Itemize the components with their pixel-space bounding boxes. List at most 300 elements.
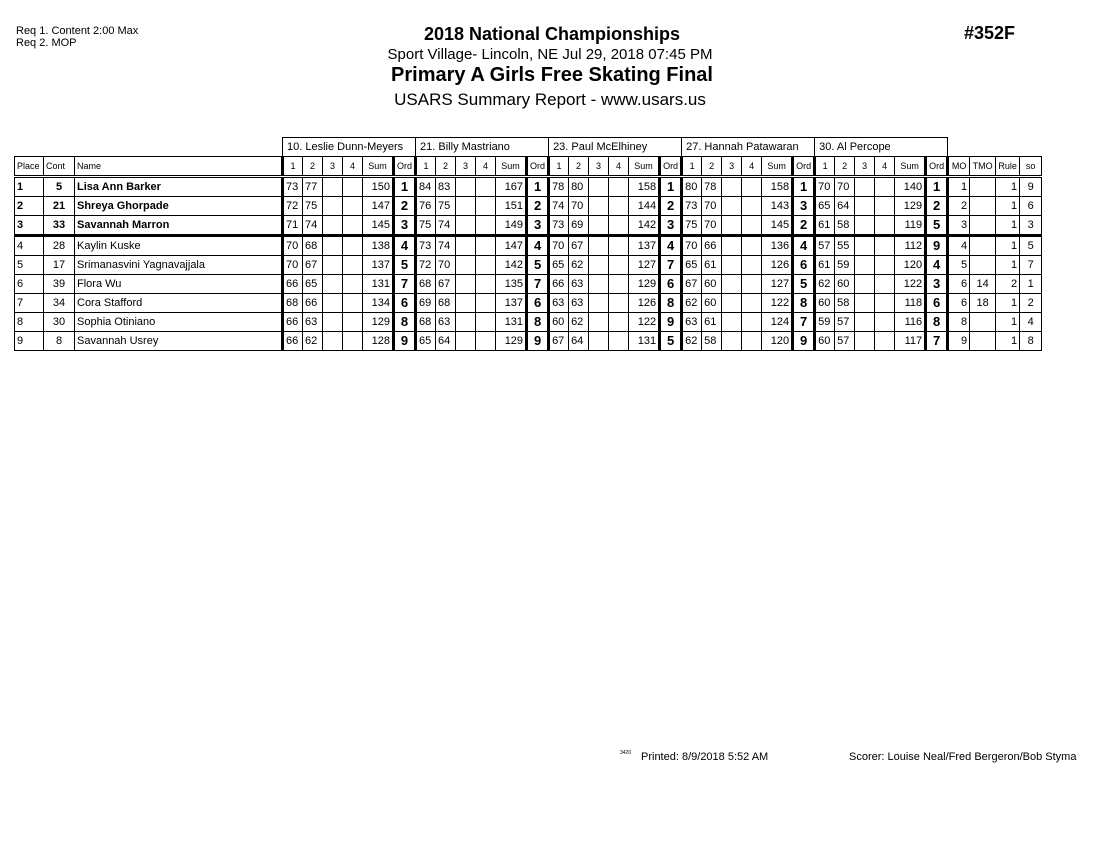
judge-5-score-3 [855,294,875,313]
judge-3-sum: 126 [629,294,660,313]
judge-1-score-3 [323,256,343,275]
tmo-cell [970,177,996,197]
judge-3-sum: 158 [629,177,660,197]
col-judge-2-sum: Sum [496,157,527,177]
judge-3-ordinal: 4 [660,236,682,256]
judge-1-score-4 [343,294,363,313]
skater-name: Lisa Ann Barker [75,177,283,197]
judge-3-sum: 131 [629,332,660,351]
cont-cell: 21 [44,197,75,216]
col-judge-2-4: 4 [476,157,496,177]
mo-cell: 1 [948,177,970,197]
judge-5-score-1: 60 [815,332,835,351]
judge-2-score-2: 68 [436,294,456,313]
judge-2-sum: 151 [496,197,527,216]
judge-2-score-3 [456,256,476,275]
judge-4-score-3 [722,275,742,294]
judge-5-sum: 117 [895,332,926,351]
judge-3-name: 23. Paul McElhiney [549,138,682,157]
judge-4-score-4 [742,313,762,332]
judge-3-score-4 [609,216,629,236]
judge-2-score-4 [476,177,496,197]
judge-4-score-1: 70 [682,236,702,256]
judge-5-score-3 [855,313,875,332]
col-mo: MO [948,157,970,177]
col-judge-2-2: 2 [436,157,456,177]
judge-1-sum: 150 [363,177,394,197]
judge-5-score-1: 70 [815,177,835,197]
judge-2-score-3 [456,275,476,294]
judge-4-score-1: 62 [682,332,702,351]
judge-4-score-1: 62 [682,294,702,313]
judge-5-sum: 118 [895,294,926,313]
judge-2-score-4 [476,332,496,351]
cont-cell: 30 [44,313,75,332]
col-judge-5-ord: Ord [926,157,948,177]
judge-3-score-2: 63 [569,275,589,294]
rule-cell: 1 [996,294,1020,313]
judge-1-score-4 [343,256,363,275]
judge-5-score-2: 70 [835,177,855,197]
col-judge-1-4: 4 [343,157,363,177]
judge-4-score-4 [742,294,762,313]
so-cell: 9 [1020,177,1042,197]
tmo-cell: 14 [970,275,996,294]
judge-1-sum: 129 [363,313,394,332]
judge-1-ordinal: 4 [394,236,416,256]
judge-3-score-4 [609,197,629,216]
judge-5-score-1: 61 [815,256,835,275]
judge-3-ordinal: 2 [660,197,682,216]
judge-1-score-3 [323,177,343,197]
mo-cell: 6 [948,275,970,294]
judge-5-sum: 116 [895,313,926,332]
cont-cell: 33 [44,216,75,236]
judge-5-score-4 [875,236,895,256]
table-row [15,256,1042,275]
col-cont: Cont [44,157,75,177]
judge-5-score-1: 61 [815,216,835,236]
judge-2-ordinal: 2 [527,197,549,216]
judge-4-ordinal: 6 [793,256,815,275]
judge-2-sum: 129 [496,332,527,351]
judge-5-score-4 [875,332,895,351]
place-cell: 4 [15,236,44,256]
judge-1-score-2: 63 [303,313,323,332]
so-cell: 4 [1020,313,1042,332]
judge-2-score-2: 67 [436,275,456,294]
judge-5-score-2: 59 [835,256,855,275]
judge-5-score-2: 57 [835,313,855,332]
judge-2-score-4 [476,216,496,236]
judge-3-score-4 [609,275,629,294]
judge-3-ordinal: 7 [660,256,682,275]
judge-3-score-4 [609,177,629,197]
judge-2-score-3 [456,197,476,216]
judge-3-ordinal: 1 [660,177,682,197]
judge-3-score-4 [609,313,629,332]
judge-3-score-3 [589,332,609,351]
judge-4-ordinal: 2 [793,216,815,236]
tmo-cell [970,197,996,216]
judge-1-score-1: 66 [283,332,303,351]
judge-1-score-1: 71 [283,216,303,236]
judge-1-sum: 147 [363,197,394,216]
judge-4-score-1: 65 [682,256,702,275]
judge-4-ordinal: 4 [793,236,815,256]
col-judge-5-2: 2 [835,157,855,177]
tmo-cell [970,236,996,256]
judge-4-ordinal: 5 [793,275,815,294]
judge-3-score-2: 63 [569,294,589,313]
judge-5-score-2: 55 [835,236,855,256]
judge-5-score-4 [875,197,895,216]
col-tmo: TMO [970,157,996,177]
judge-2-ordinal: 4 [527,236,549,256]
judge-3-sum: 122 [629,313,660,332]
judge-2-score-2: 74 [436,216,456,236]
judge-5-name: 30. Al Percope [815,138,948,157]
judge-4-sum: 122 [762,294,793,313]
judge-4-sum: 124 [762,313,793,332]
so-cell: 6 [1020,197,1042,216]
judge-2-score-1: 84 [416,177,436,197]
judge-1-sum: 137 [363,256,394,275]
judge-4-score-4 [742,275,762,294]
judge-3-score-2: 80 [569,177,589,197]
judge-2-score-3 [456,313,476,332]
col-judge-1-sum: Sum [363,157,394,177]
tmo-cell: 18 [970,294,996,313]
col-judge-1-1: 1 [283,157,303,177]
table-row [15,216,1042,236]
col-judge-3-1: 1 [549,157,569,177]
judge-5-sum: 140 [895,177,926,197]
judge-4-sum: 158 [762,177,793,197]
judge-2-score-4 [476,275,496,294]
table-row [15,275,1042,294]
judge-3-sum: 142 [629,216,660,236]
judge-4-score-3 [722,294,742,313]
judge-3-score-1: 73 [549,216,569,236]
judge-4-ordinal: 8 [793,294,815,313]
judge-1-score-4 [343,197,363,216]
judge-4-sum: 136 [762,236,793,256]
judge-5-ordinal: 8 [926,313,948,332]
tmo-cell [970,313,996,332]
skater-name: Shreya Ghorpade [75,197,283,216]
skater-name: Flora Wu [75,275,283,294]
col-judge-3-ord: Ord [660,157,682,177]
judge-3-score-4 [609,256,629,275]
judge-2-ordinal: 5 [527,256,549,275]
judge-2-score-2: 70 [436,256,456,275]
col-judge-3-4: 4 [609,157,629,177]
judge-1-sum: 134 [363,294,394,313]
judge-4-score-3 [722,216,742,236]
table-row [15,313,1042,332]
judge-2-sum: 147 [496,236,527,256]
judge-3-score-1: 70 [549,236,569,256]
judge-1-score-4 [343,177,363,197]
judge-5-score-2: 58 [835,216,855,236]
judge-5-score-4 [875,216,895,236]
judge-4-score-1: 73 [682,197,702,216]
judge-5-score-1: 62 [815,275,835,294]
printed-timestamp: Printed: 8/9/2018 5:52 AM [641,751,769,763]
judge-3-ordinal: 6 [660,275,682,294]
judge-2-score-4 [476,294,496,313]
col-judge-5-1: 1 [815,157,835,177]
col-judge-2-1: 1 [416,157,436,177]
judge-5-score-3 [855,256,875,275]
rule-cell: 1 [996,236,1020,256]
scorer-names: Scorer: Louise Neal/Fred Bergeron/Bob Styma [849,751,1077,763]
judge-5-score-4 [875,256,895,275]
judge-5-ordinal: 5 [926,216,948,236]
place-cell: 8 [15,313,44,332]
requirement-2: Req 2. MOP [16,37,77,49]
judge-3-score-1: 66 [549,275,569,294]
judge-4-score-4 [742,236,762,256]
judge-2-ordinal: 6 [527,294,549,313]
judge-1-ordinal: 9 [394,332,416,351]
cont-cell: 17 [44,256,75,275]
judge-5-score-3 [855,236,875,256]
judge-2-score-3 [456,216,476,236]
judge-3-score-3 [589,313,609,332]
judge-5-ordinal: 6 [926,294,948,313]
rule-cell: 2 [996,275,1020,294]
judge-4-score-4 [742,177,762,197]
judge-1-score-2: 65 [303,275,323,294]
judge-3-sum: 127 [629,256,660,275]
mo-cell: 5 [948,256,970,275]
place-cell: 6 [15,275,44,294]
judge-4-score-3 [722,236,742,256]
judge-5-score-3 [855,216,875,236]
judge-2-score-3 [456,294,476,313]
judge-1-score-3 [323,332,343,351]
judge-4-score-4 [742,332,762,351]
judge-2-score-3 [456,177,476,197]
judge-4-score-1: 75 [682,216,702,236]
judge-1-ordinal: 5 [394,256,416,275]
col-judge-3-3: 3 [589,157,609,177]
judge-1-score-4 [343,313,363,332]
table-row [15,332,1042,351]
event-number: #352F [964,23,1016,43]
cont-cell: 28 [44,236,75,256]
table-row [15,177,1042,197]
judge-5-sum: 120 [895,256,926,275]
judge-4-ordinal: 9 [793,332,815,351]
judge-1-name: 10. Leslie Dunn-Meyers [283,138,416,157]
competition-title: 2018 National Championships [423,24,681,44]
judge-3-score-3 [589,236,609,256]
judge-5-score-3 [855,275,875,294]
judge-2-sum: 142 [496,256,527,275]
judge-2-score-2: 74 [436,236,456,256]
judge-2-ordinal: 9 [527,332,549,351]
judge-1-score-1: 73 [283,177,303,197]
col-judge-5-4: 4 [875,157,895,177]
judge-1-score-4 [343,236,363,256]
judge-5-score-3 [855,197,875,216]
judge-5-score-1: 57 [815,236,835,256]
judge-1-score-2: 66 [303,294,323,313]
judge-2-score-1: 68 [416,313,436,332]
judge-2-score-4 [476,313,496,332]
rule-cell: 1 [996,216,1020,236]
judge-2-score-2: 63 [436,313,456,332]
judge-1-ordinal: 8 [394,313,416,332]
judge-5-score-3 [855,332,875,351]
judge-3-score-1: 67 [549,332,569,351]
judge-1-ordinal: 6 [394,294,416,313]
judge-3-score-1: 60 [549,313,569,332]
judge-5-ordinal: 9 [926,236,948,256]
col-judge-4-3: 3 [722,157,742,177]
mo-cell: 8 [948,313,970,332]
judge-1-score-3 [323,294,343,313]
table-row [15,294,1042,313]
judge-3-score-2: 62 [569,313,589,332]
so-cell: 8 [1020,332,1042,351]
mo-cell: 4 [948,236,970,256]
judge-5-ordinal: 3 [926,275,948,294]
judge-3-score-4 [609,236,629,256]
rule-cell: 1 [996,177,1020,197]
judge-2-score-1: 65 [416,332,436,351]
so-cell: 5 [1020,236,1042,256]
judge-4-score-4 [742,197,762,216]
judge-4-score-2: 70 [702,216,722,236]
judge-4-sum: 126 [762,256,793,275]
judge-4-score-3 [722,313,742,332]
judge-2-sum: 149 [496,216,527,236]
judge-3-ordinal: 9 [660,313,682,332]
judge-3-score-3 [589,294,609,313]
so-cell: 7 [1020,256,1042,275]
report-title: USARS Summary Report - www.usars.us [394,90,706,109]
rule-cell: 1 [996,332,1020,351]
judge-2-ordinal: 1 [527,177,549,197]
col-so: so [1020,157,1042,177]
judge-1-sum: 138 [363,236,394,256]
skater-name: Srimanasvini Yagnavajjala [75,256,283,275]
so-cell: 1 [1020,275,1042,294]
judge-3-score-2: 64 [569,332,589,351]
col-judge-2-3: 3 [456,157,476,177]
judge-4-score-2: 70 [702,197,722,216]
judge-1-score-1: 70 [283,256,303,275]
judge-4-sum: 127 [762,275,793,294]
judge-4-score-2: 78 [702,177,722,197]
judge-1-score-1: 68 [283,294,303,313]
judge-1-score-3 [323,313,343,332]
judge-1-score-3 [323,236,343,256]
col-judge-5-3: 3 [855,157,875,177]
judge-1-ordinal: 3 [394,216,416,236]
column-header-row [15,157,1042,177]
judge-2-score-1: 76 [416,197,436,216]
col-name: Name [75,157,283,177]
judge-2-score-2: 83 [436,177,456,197]
col-judge-1-ord: Ord [394,157,416,177]
judge-2-score-3 [456,236,476,256]
judge-3-score-1: 63 [549,294,569,313]
judge-5-sum: 122 [895,275,926,294]
judge-1-score-1: 70 [283,236,303,256]
judge-4-score-1: 80 [682,177,702,197]
judge-3-ordinal: 3 [660,216,682,236]
judge-2-score-2: 75 [436,197,456,216]
venue-date-line: Sport Village- Lincoln, NE Jul 29, 2018 07:45 PM [387,46,713,63]
judge-3-sum: 129 [629,275,660,294]
mo-cell: 9 [948,332,970,351]
judge-3-score-3 [589,216,609,236]
judge-5-score-1: 60 [815,294,835,313]
table-row [15,236,1042,256]
judge-1-score-3 [323,216,343,236]
col-judge-4-2: 2 [702,157,722,177]
judge-1-score-2: 74 [303,216,323,236]
judge-3-score-3 [589,197,609,216]
col-judge-4-1: 1 [682,157,702,177]
judge-4-score-2: 66 [702,236,722,256]
judge-3-ordinal: 5 [660,332,682,351]
judge-3-score-2: 70 [569,197,589,216]
judge-3-score-1: 74 [549,197,569,216]
judge-3-score-4 [609,294,629,313]
judge-3-score-1: 78 [549,177,569,197]
judge-4-score-4 [742,216,762,236]
judge-4-ordinal: 7 [793,313,815,332]
col-judge-1-3: 3 [323,157,343,177]
judge-5-sum: 129 [895,197,926,216]
judge-1-score-2: 67 [303,256,323,275]
results-table [14,137,1042,351]
place-cell: 2 [15,197,44,216]
cont-cell: 5 [44,177,75,197]
judge-4-score-3 [722,332,742,351]
judge-3-score-3 [589,256,609,275]
judge-5-score-2: 57 [835,332,855,351]
judge-header-row [15,138,1042,157]
footer-code: 3420 [620,750,632,756]
judge-2-score-1: 72 [416,256,436,275]
tmo-cell [970,256,996,275]
judge-5-ordinal: 7 [926,332,948,351]
judge-2-name: 21. Billy Mastriano [416,138,549,157]
cont-cell: 39 [44,275,75,294]
judge-1-ordinal: 2 [394,197,416,216]
tmo-cell [970,332,996,351]
event-title: Primary A Girls Free Skating Final [391,64,713,86]
judge-3-sum: 137 [629,236,660,256]
judge-2-sum: 131 [496,313,527,332]
judge-4-score-2: 61 [702,313,722,332]
judge-5-score-2: 60 [835,275,855,294]
judge-4-score-3 [722,177,742,197]
col-judge-4-ord: Ord [793,157,815,177]
col-place: Place [15,157,44,177]
judge-2-score-4 [476,197,496,216]
judge-5-score-4 [875,275,895,294]
judge-2-ordinal: 3 [527,216,549,236]
judge-4-score-2: 60 [702,275,722,294]
